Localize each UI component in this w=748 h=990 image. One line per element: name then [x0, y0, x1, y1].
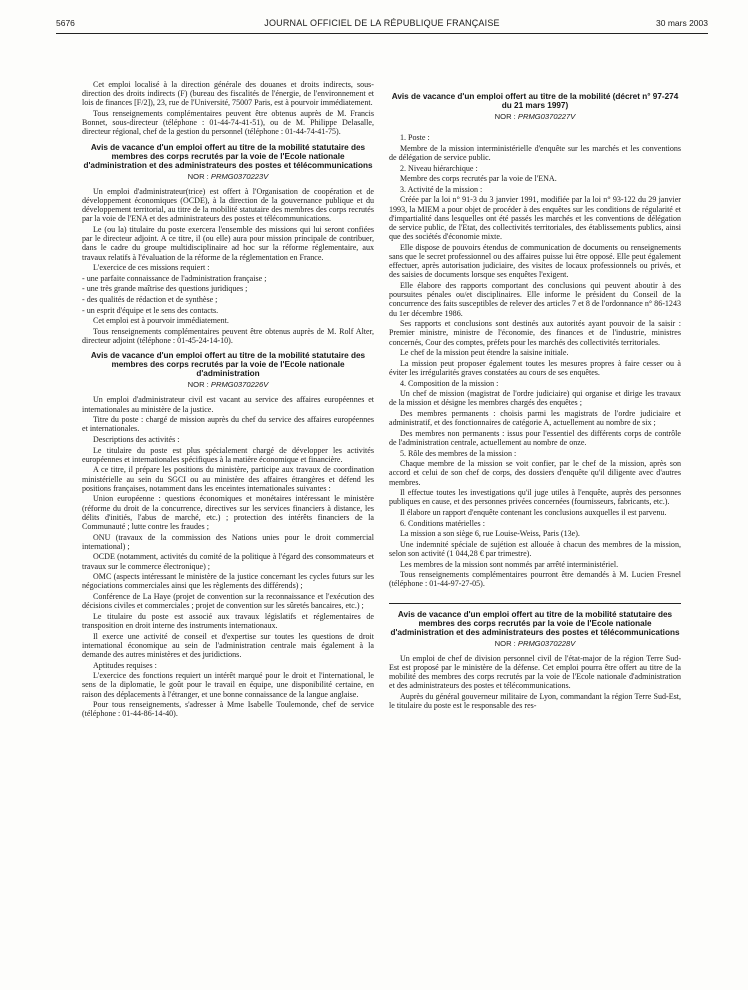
paragraph: Un emploi de chef de division personnel civil de l'état-major de la région Terre Sud-Est est proposé par le ministère de la défense. Cet emploi pourra être offert au titre de la mobilité des membres des corps recrutés par la voie de l'Ecole nationale d'administration et des administrateurs des postes et télécommunications.: [389, 653, 681, 691]
paragraph: Elle dispose de pouvoirs étendus de communication de documents ou renseignements sans que le secret professionnel ou des affaires puisse lui être opposé. Elle peut également effectuer, après autorisation judiciaire, des visites de locaux professionnels ou privés, et des saisies de documents lorsque ses enquêtes l'exigent.: [389, 242, 681, 280]
nor-code: PRMG0370227V: [517, 112, 576, 121]
paragraph: Un emploi d'administrateur(trice) est offert à l'Organisation de coopération et de développement économiques (OCDE), à la direction de la gouvernance publique et du développement territorial, au titre de la mobilité statutaire des membres des corps recrutés par la voie de l'ENA et des administrateurs des postes et télécommunications.: [82, 186, 374, 224]
notice-title: Avis de vacance d'un emploi offert au titre de la mobilité statutaire des membres des corps recrutés par la voie de l'Ecole nationale d'administration: [90, 351, 366, 379]
paragraph: Cet emploi localisé à la direction générale des douanes et droits indirects, sous-direction des droits indirects (F) (bureau des fiscalités de l'énergie, de l'environnement et lois de finances [F/2]), 23, rue de l'Université, 75007 Paris, est à pourvoir immédiatement.: [82, 80, 374, 108]
paragraph: Aptitudes requises :: [93, 660, 157, 670]
paragraph: OCDE (notamment, activités du comité de la politique à l'égard des consommateurs et travaux sur le commerce électronique) ;: [82, 552, 374, 571]
paragraph: Tous renseignements complémentaires peuvent être obtenus auprès de M. Francis Bonnet, sous-directeur (téléphone : 01-44-74-41-51), ou de M. Philippe Delasalle, directeur régional, chef de la gestion du personnel (téléphone : 01-44-74-41-75).: [82, 109, 374, 137]
section-heading: 5. Rôle des membres de la mission :: [400, 448, 517, 458]
section-heading: 4. Composition de la mission :: [400, 378, 499, 388]
nor-reference: NOR : PRMG0370223V: [187, 171, 269, 181]
section-heading: 3. Activité de la mission :: [400, 184, 483, 194]
paragraph: Le titulaire du poste est plus spécialement chargé de développer les activités européennes et internationales spécifiques à la matière économique et financière.: [82, 445, 374, 464]
list-item: - une parfaite connaissance de l'administration française ;: [82, 273, 267, 283]
paragraph: Descriptions des activités :: [93, 434, 180, 444]
nor-code: PRMG0370226V: [210, 380, 269, 390]
publication-date: 30 mars 2003: [656, 18, 708, 28]
paragraph: Il effectue toutes les investigations qu'il juge utiles à l'enquête, auprès des personnes publiques en cause, et des personnes privées concernées (fournisseurs, fabricants, etc.).: [389, 488, 681, 507]
paragraph: Un chef de mission (magistrat de l'ordre judiciaire) qui organise et dirige les travaux de la mission et désigne les membres chargés des enquêtes ;: [389, 389, 681, 408]
nor-reference: NOR : PRMG0370227V: [494, 112, 576, 121]
paragraph: Cet emploi est à pourvoir immédiatement.: [93, 316, 229, 326]
paragraph: Des membres permanents : choisis parmi les magistrats de l'ordre judiciaire et administratif, et des fonctionnaires de catégorie A, actuellement au nombre de six ;: [389, 408, 681, 428]
section-heading: 6. Conditions matérielles :: [400, 518, 485, 528]
journal-title: JOURNAL OFFICIEL DE LA RÉPUBLIQUE FRANÇAISE: [264, 18, 500, 28]
paragraph: Ses rapports et conclusions sont destinés aux autorités ayant pouvoir de la saisir : Premier ministre, ministre de l'économie, des finances et de l'industrie, ministres concernés, Cour des comptes, préfets pour les marchés des collectivités territoriales.: [389, 319, 681, 347]
notice-title: Avis de vacance d'un emploi offert au titre de la mobilité statutaire des membres des corps recrutés par la voie de l'Ecole nationale d'administration et des administrateurs des postes et télécommunications: [390, 609, 680, 637]
paragraph: Membre de la mission interministérielle d'enquête sur les marchés et les conventions de délégation de service public.: [389, 143, 681, 162]
nor-reference: NOR : PRMG0370228V: [494, 638, 576, 648]
paragraph: Il exerce une activité de conseil et d'expertise sur toutes les questions de droit international économique au sein de l'administration centrale mais également à la demande des autres ministères et des juridictions.: [82, 631, 374, 659]
nor-code: PRMG0370228V: [517, 638, 576, 648]
paragraph: Le titulaire du poste est associé aux travaux législatifs et réglementaires de transposition en droit interne des instruments internationaux.: [82, 611, 374, 630]
paragraph: L'exercice des fonctions requiert un intérêt marqué pour le droit et l'international, le sens de la diplomatie, le goût pour le travail en équipe, une disponibilité certaine, en raison des déplacements à l'étranger, et une bonne connaissance de la langue anglaise.: [82, 671, 374, 699]
paragraph: Des membres non permanents : issus pour l'essentiel des différents corps de contrôle de l'administration centrale, actuellement au nombre de onze.: [389, 428, 681, 447]
section-heading: 2. Niveau hiérarchique :: [400, 163, 478, 173]
page-header: [56, 18, 708, 32]
left-column: [82, 80, 374, 720]
paragraph: La mission a son siège 6, rue Louise-Weiss, Paris (13e).: [400, 529, 580, 539]
paragraph: Conférence de La Haye (projet de convention sur la reconnaissance et l'exécution des décisions civiles et commerciales ; projet de convention sur les sûretés bancaires, etc.) ;: [82, 591, 374, 611]
nor-code: PRMG0370223V: [210, 171, 269, 181]
nor-reference: NOR : PRMG0370226V: [187, 380, 269, 390]
paragraph: Membre des corps recrutés par la voie de l'ENA.: [400, 174, 557, 184]
page-number: 5676: [56, 18, 75, 28]
paragraph: Titre du poste : chargé de mission auprès du chef du service des affaires européennes et internationales.: [82, 415, 374, 434]
paragraph: Elle élabore des rapports comportant des conclusions qui peuvent aboutir à des poursuites pénales ou/et disciplinaires. Elle informe le président du Conseil de la concurrence des faits susceptibles de relever des articles 7 et 8 de l'ordonnance n° 86-1243 du 1er décembre 1986.: [389, 280, 681, 318]
list-item: - un esprit d'équipe et le sens des contacts.: [82, 305, 219, 315]
section-divider: [389, 603, 681, 604]
paragraph: ONU (travaux de la commission des Nations unies pour le droit commercial international) ;: [82, 532, 374, 551]
paragraph: Les membres de la mission sont nommés par arrêté interministériel.: [400, 559, 619, 569]
right-column: [389, 92, 681, 712]
paragraph: Le chef de la mission peut étendre la saisine initiale.: [400, 348, 569, 358]
notice-title: Avis de vacance d'un emploi offert au titre de la mobilité (décret n° 97-274 du 21 mars 1997): [391, 92, 679, 110]
paragraph: OMC (aspects intéressant le ministère de la justice concernant les cycles futurs sur les négociations commerciales ainsi que les règlements des différends) ;: [82, 572, 374, 591]
paragraph: Tous renseignements complémentaires peuvent être obtenus auprès de M. Rolf Alter, directeur adjoint (téléphone : 01-45-24-14-10).: [82, 326, 374, 345]
list-item: - des qualités de rédaction et de synthèse ;: [82, 295, 218, 304]
list-item: - une très grande maîtrise des questions juridiques ;: [82, 284, 248, 294]
paragraph: Une indemnité spéciale de sujétion est allouée à chacun des membres de la mission, selon son activité (1 044,28 € par trimestre).: [389, 539, 681, 558]
paragraph: A ce titre, il prépare les positions du ministère, participe aux travaux de coordination ministérielle au sein du SGCI ou au ministère des affaires étrangères et défend les positions françaises, notamment dans les enceintes internationales suivantes :: [82, 465, 374, 493]
paragraph: Pour tous renseignements, s'adresser à Mme Isabelle Toulemonde, chef de service (téléphone : 01-44-86-14-40).: [82, 700, 374, 719]
paragraph: Auprès du général gouverneur militaire de Lyon, commandant la région Terre Sud-Est, le titulaire du poste est le responsable des res-: [389, 691, 681, 711]
paragraph: Union européenne : questions économiques et monétaires intéressant le ministère (réforme du droit de la concurrence, directives sur les services financiers à distance, les délits d'initiés, l'abus de marché, etc.) ; protection des intérêts financiers de la Communauté ; lutte contre les fraudes ;: [82, 494, 374, 531]
paragraph: L'exercice de ces missions requiert :: [93, 263, 210, 273]
paragraph: Un emploi d'administrateur civil est vacant au service des affaires européennes et internationales au ministère de la justice.: [82, 395, 374, 414]
paragraph: La mission peut proposer également toutes les mesures propres à faire cesser ou à éviter les irrégularités graves constatées au cours de ses enquêtes.: [389, 358, 681, 377]
paragraph: Tous renseignements complémentaires pourront être demandés à M. Lucien Fresnel (téléphone : 01-44-97-27-05).: [389, 570, 681, 589]
header-rule: [56, 33, 708, 34]
section-heading: 1. Poste :: [400, 133, 430, 143]
paragraph: Il élabore un rapport d'enquête contenant les conclusions auxquelles il est parvenu.: [400, 507, 667, 517]
paragraph: Créée par la loi n° 91-3 du 3 janvier 1991, modifiée par la loi n° 93-122 du 29 janvier 1993, la MIEM a pour objet de procéder à des enquêtes sur les conditions de régularité et d'impartialité dans lesquelles ont été passés les marchés et les conventions de délégation de service public, de l'Etat, des collectivités territoriales, des établissements publics, ainsi que des sociétés d'économie mixte.: [389, 195, 681, 242]
paragraph: Chaque membre de la mission se voit confier, par le chef de la mission, après son accord et celui de son chef de corps, des dossiers d'enquête qu'il diligente avec d'autres membres.: [389, 459, 681, 487]
paragraph: Le (ou la) titulaire du poste exercera l'ensemble des missions qui lui seront confiées par le directeur adjoint. A ce titre, il (ou elle) aura pour mission principale de contribuer, dans le cadre du groupe multidisciplinaire ad hoc sur la réforme réglementaire, aux travaux relatifs à l'évaluation de la réforme de la réglementation en France.: [82, 225, 374, 262]
notice-title: Avis de vacance d'un emploi offert au titre de la mobilité statutaire des membres des corps recrutés par la voie de l'Ecole nationale d'administration et des administrateurs des postes et télécommunications: [83, 142, 373, 170]
